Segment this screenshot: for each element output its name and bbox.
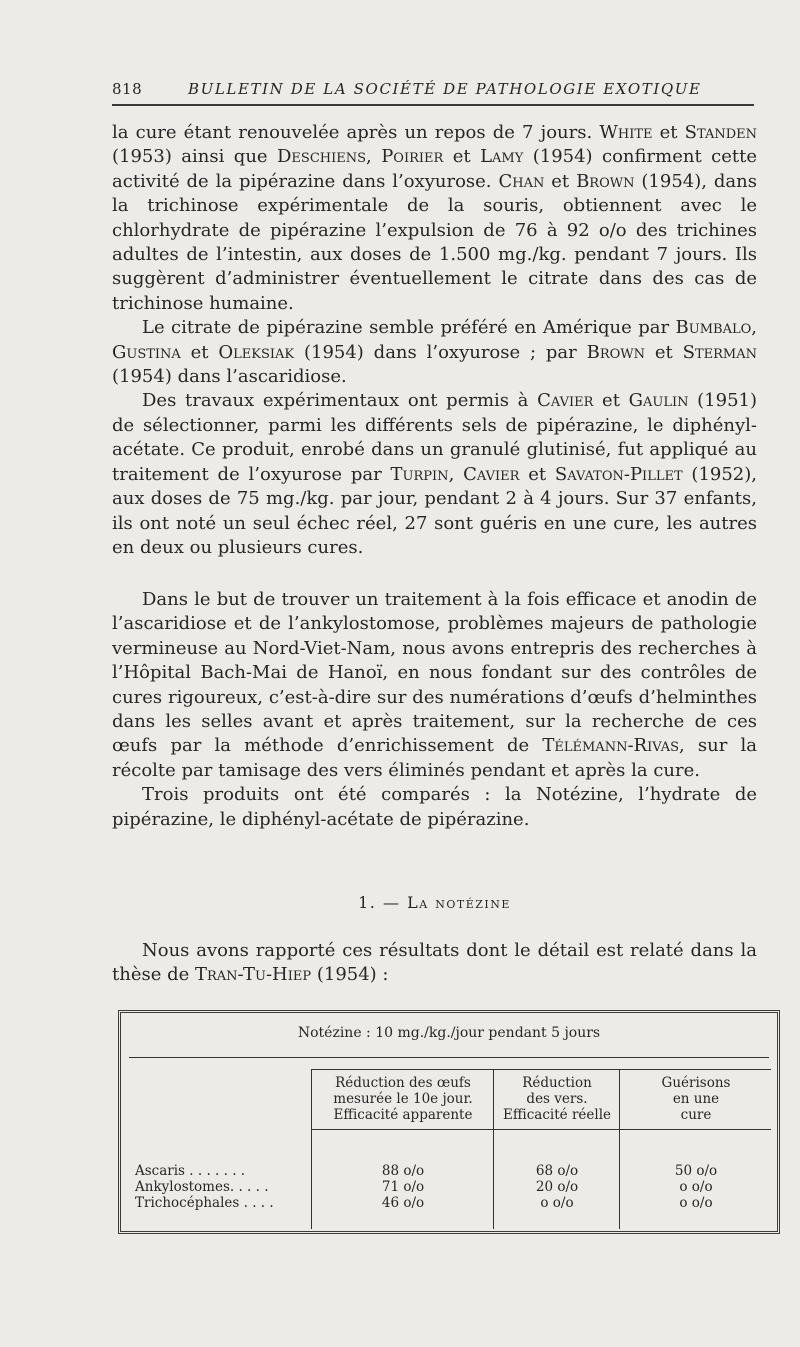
table-cell: 68 o/o xyxy=(535,1163,579,1179)
table-rule xyxy=(129,1057,769,1058)
results-table xyxy=(118,1010,780,1234)
author-name: White xyxy=(599,122,653,143)
table-column-divider xyxy=(619,1069,620,1229)
author-name: Standen xyxy=(684,122,757,143)
section-title: La notézine xyxy=(407,893,511,912)
author-name: Chan xyxy=(498,170,545,192)
author-name: Brown xyxy=(576,170,635,192)
author-name: Savaton-Pillet xyxy=(554,463,683,485)
paragraph-6: Nous avons rapporté ces résultats dont le détail est relaté dans la thèse de Tran-Tu-Hiep (1954) : xyxy=(112,940,757,986)
row-label: Ascaris . . . . . . . xyxy=(135,1163,246,1179)
table-cell: 71 o/o xyxy=(381,1179,425,1195)
column-header-egg-reduction: Réduction des œufs mesurée le 10e jour. Efficacité apparente xyxy=(333,1075,473,1123)
author-name: Bumbalo xyxy=(675,317,752,339)
table-cell: 46 o/o xyxy=(381,1195,425,1211)
table-rule xyxy=(311,1069,771,1070)
body-text-top xyxy=(112,121,757,560)
table-cell: o o/o xyxy=(540,1195,574,1211)
author-name: Gustina xyxy=(112,341,181,363)
author-name: Gaulin xyxy=(628,390,689,412)
author-name: Oleksiak xyxy=(218,341,295,363)
table-column-divider xyxy=(493,1069,494,1229)
author-name: Télémann-Rivas xyxy=(542,735,680,757)
journal-title: BULLETIN DE LA SOCIÉTÉ DE PATHOLOGIE EXOTIQUE xyxy=(188,80,702,98)
page-number: 818 xyxy=(112,80,143,98)
paragraph-3: Des travaux expérimentaux ont permis à Cavier et Gaulin (1951) de sélectionner, parmi les différents sels de pipérazine, le diphényl-acétate. Ce produit, enrobé dans un granulé glutinisé, fut appliqué au traitement de l’oxyurose par Turpin, Cavier et Savaton-Pillet (1952), aux doses de 75 mg./kg. par jour, pendant 2 à 4 jours. Sur 37 enfants, ils ont noté un seul échec réel, 27 sont guéris en une cure, les autres en deux ou plusieurs cures. xyxy=(112,390,757,558)
column-header-worm-reduction: Réduction des vers. Efficacité réelle xyxy=(502,1075,611,1123)
header-rule xyxy=(112,104,754,106)
table-rule xyxy=(311,1129,771,1130)
section-heading xyxy=(112,893,757,912)
table-column-divider xyxy=(311,1069,312,1229)
table-cell: o o/o xyxy=(679,1195,713,1211)
author-name: Sterman xyxy=(682,341,757,363)
body-text-table-intro xyxy=(112,939,757,988)
author-name: Tran-Tu-Hiep xyxy=(195,964,312,986)
author-name: Brown xyxy=(586,341,646,363)
section-number: 1. — xyxy=(358,893,408,912)
paragraph-5: Trois produits ont été comparés : la Notézine, l’hydrate de pipérazine, le diphényl-acétate de pipérazine. xyxy=(112,784,757,830)
running-header xyxy=(112,76,754,106)
row-label: Trichocéphales . . . . xyxy=(135,1195,274,1211)
table-cell: 20 o/o xyxy=(535,1179,579,1195)
author-name: Cavier xyxy=(537,390,594,412)
paragraph-2: Le citrate de pipérazine semble préféré en Amérique par Bumbalo, Gustina et Oleksiak (1954) dans l’oxyurose ; par Brown et Sterman (1954) dans l’ascaridiose. xyxy=(112,317,757,388)
author-name: Lamy xyxy=(480,146,524,168)
table-cell: 88 o/o xyxy=(381,1163,425,1179)
table-cell: o o/o xyxy=(679,1179,713,1195)
table-title: Notézine : 10 mg./kg./jour pendant 5 jours xyxy=(297,1025,601,1041)
author-name: Cavier xyxy=(463,463,520,485)
column-header-cures: Guérisons en une cure xyxy=(661,1075,731,1123)
paragraph-4: Dans le but de trouver un traitement à la fois efficace et anodin de l’ascaridiose et de l’ankylostomose, problèmes majeurs de pathologie vermineuse au Nord-Viet-Nam, nous avons entrepris des recherches à l’Hôpital Bach-Mai de Hanoï, en nous fondant sur des contrôles de cures rigoureux, c’est-à-dire sur des numérations d’œufs d’helminthes dans les selles avant et après traitement, sur la recherche de ces œufs par la méthode d’enrichissement de Télémann-Rivas, sur la récolte par tamisage des vers éliminés pendant et après la cure. xyxy=(112,589,758,781)
author-name: Turpin xyxy=(390,463,449,485)
body-text-bottom xyxy=(112,588,757,832)
author-name: Poirier xyxy=(381,146,444,168)
author-name: Deschiens xyxy=(277,146,367,168)
table-cell: 50 o/o xyxy=(674,1163,718,1179)
paragraph-1: la cure étant renouvelée après un repos de 7 jours. White et Standen (1953) ainsi que Deschiens, Poirier et Lamy (1954) confirment cette activité de la pipérazine dans l’oxyurose. Chan et Brown (1954), dans la trichinose expérimentale de la souris, obtiennent avec le chlorhydrate de pipérazine l’expulsion de 76 à 92 o/o des trichines adultes de l’intestin, aux doses de 1.500 mg./kg. pendant 7 jours. Ils suggèrent d’administrer éventuellement le citrate dans des cas de trichinose humaine. xyxy=(112,122,757,314)
row-label: Ankylostomes. . . . . xyxy=(135,1179,269,1195)
